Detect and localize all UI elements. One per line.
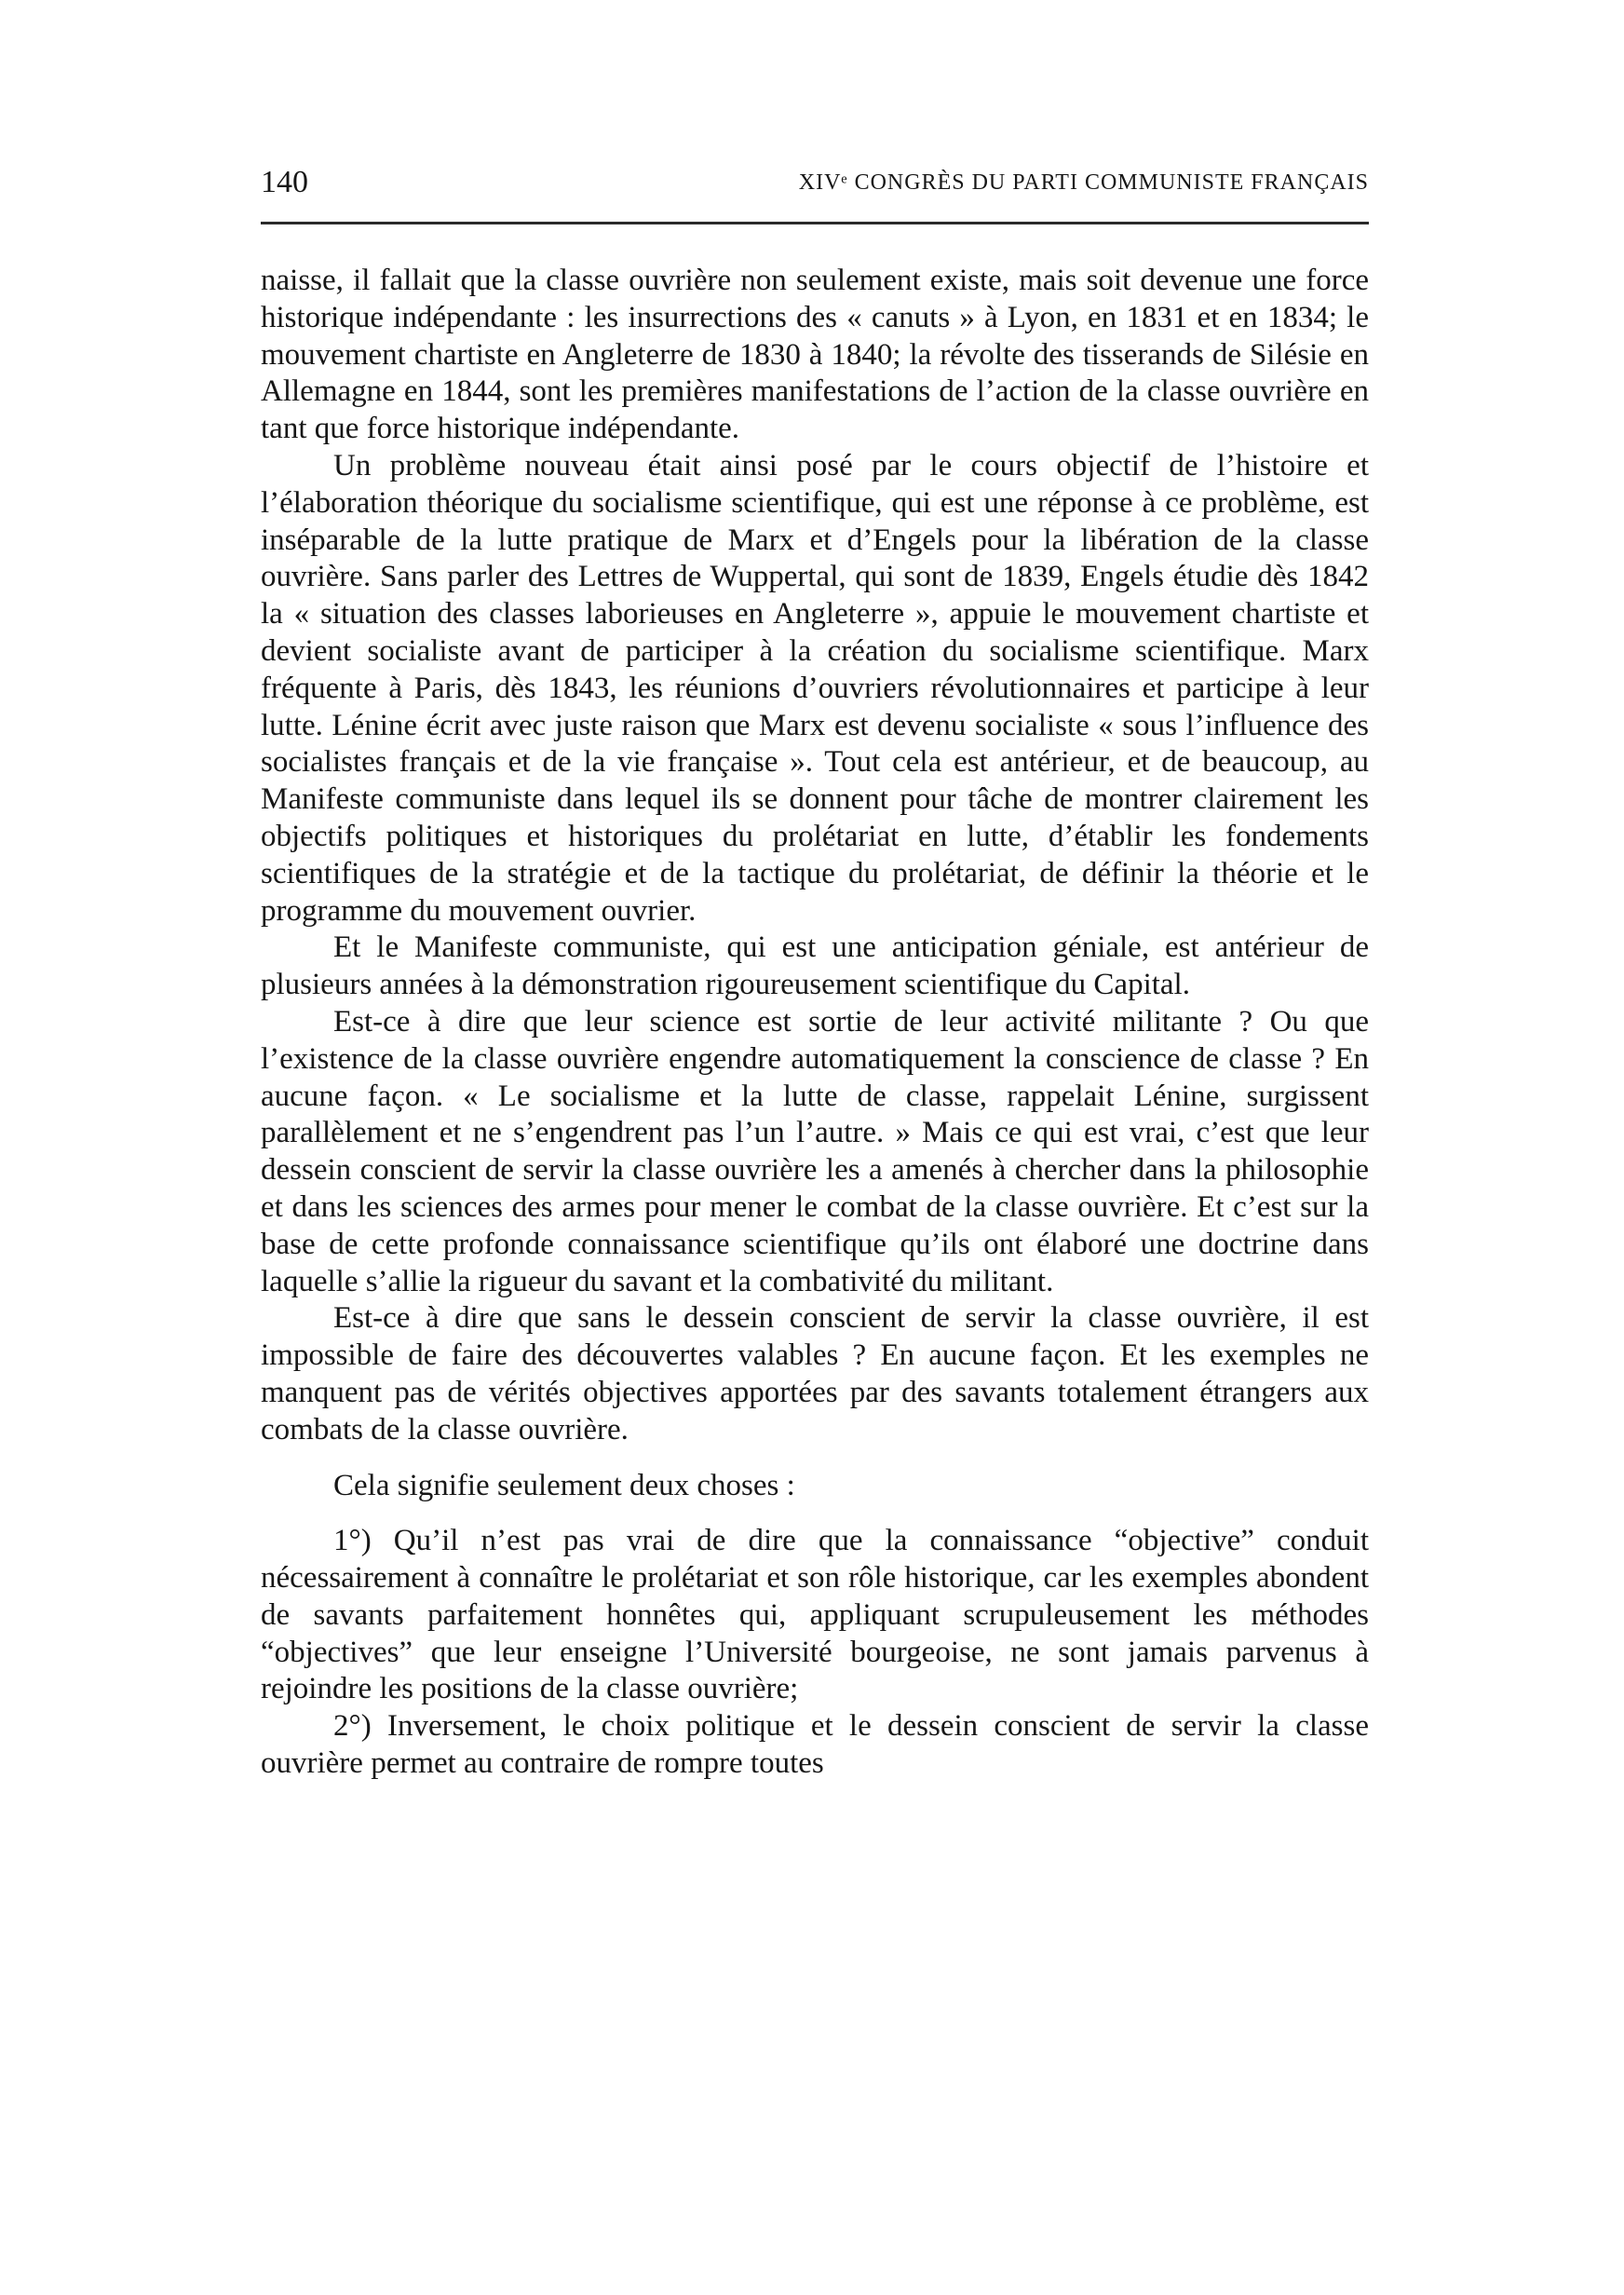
running-title: XIVᵉ CONGRÈS DU PARTI COMMUNISTE FRANÇAIS — [798, 170, 1369, 195]
paragraph-4: Est-ce à dire que leur science est sortie de leur activité militante ? Ou que l’existence de la classe ouvrière engendre automatiquement la conscience de classe ? En aucune façon. « Le socialisme et la lutte de classe, rappelait Lénine, surgissent parallèlement et ne s’engendrent pas l’un l’autre. » Mais ce qui est vrai, c’est que leur dessein conscient de servir la classe ouvrière les a amenés à chercher dans la philosophie et dans les sciences des armes pour mener le combat de la classe ouvrière. Et c’est sur la base de cette profonde connaissance scientifique qu’ils ont élaboré une doctrine dans laquelle s’allie la rigueur du savant et la combativité du militant. — [261, 1004, 1369, 1298]
paragraph-1: naisse, il fallait que la classe ouvrière non seulement existe, mais soit devenue une force historique indépendante : les insurrections des « canuts » à Lyon, en 1831 et en 1834; le mouvement chartiste en Angleterre de 1830 à 1840; la révolte des tisserands de Silésie en Allemagne en 1844, sont les premières manifestations de l’action de la classe ouvrière en tant que force historique indépendante. — [261, 264, 1369, 446]
paragraph-5: Est-ce à dire que sans le dessein conscient de servir la classe ouvrière, il est impossible de faire des découvertes valables ? En aucune façon. Et les exemples ne manquent pas de vérités objectives apportées par des savants totalement étrangers aux combats de la classe ouvrière. — [261, 1301, 1369, 1446]
header-rule — [261, 222, 1369, 224]
paragraph-2: Un problème nouveau était ainsi posé par le cours objectif de l’histoire et l’élaboration théorique du socialisme scientifique, qui est une réponse à ce problème, est inséparable de la lutte pratique de Marx et d’Engels pour la libération de la classe ouvrière. Sans parler des Lettres de Wuppertal, qui sont de 1839, Engels étudie dès 1842 la « situation des classes laborieuses en Angleterre », appuie le mouvement chartiste et devient socialiste avant de participer à la création du socialisme scientifique. Marx fréquente à Paris, dès 1843, les réunions d’ouvriers révolutionnaires et participe à leur lutte. Lénine écrit avec juste raison que Marx est devenu socialiste « sous l’influence des socialistes français et de la vie française ». Tout cela est antérieur, et de beaucoup, au Manifeste communiste dans lequel ils se donnent pour tâche de montrer clairement les objectifs politiques et historiques du prolétariat en lutte, d’établir les fondements scientifiques de la stratégie et de la tactique du prolétariat, de définir la théorie et le programme du mouvement ouvrier. — [261, 448, 1369, 928]
body-text — [261, 263, 1369, 1783]
list-item-2: 2°) Inversement, le choix politique et le dessein conscient de servir la classe ouvrière permet au contraire de rompre toutes — [261, 1709, 1369, 1781]
paragraph-3: Et le Manifeste communiste, qui est une anticipation géniale, est antérieur de plusieurs années à la démonstration rigoureusement scientifique du Capital. — [261, 930, 1369, 1002]
page-number: 140 — [261, 165, 308, 199]
page-header — [261, 164, 1369, 201]
list-item-1: 1°) Qu’il n’est pas vrai de dire que la connaissance “objective” conduit nécessairement à connaître le prolétariat et son rôle historique, car les exemples abondent de savants parfaitement honnêtes qui, appliquant scrupuleusement les méthodes “objectives” que leur enseigne l’Université bourgeoise, ne sont jamais parvenus à rejoindre les positions de la classe ouvrière; — [261, 1524, 1369, 1706]
paragraph-6: Cela signifie seulement deux choses : — [333, 1468, 795, 1502]
